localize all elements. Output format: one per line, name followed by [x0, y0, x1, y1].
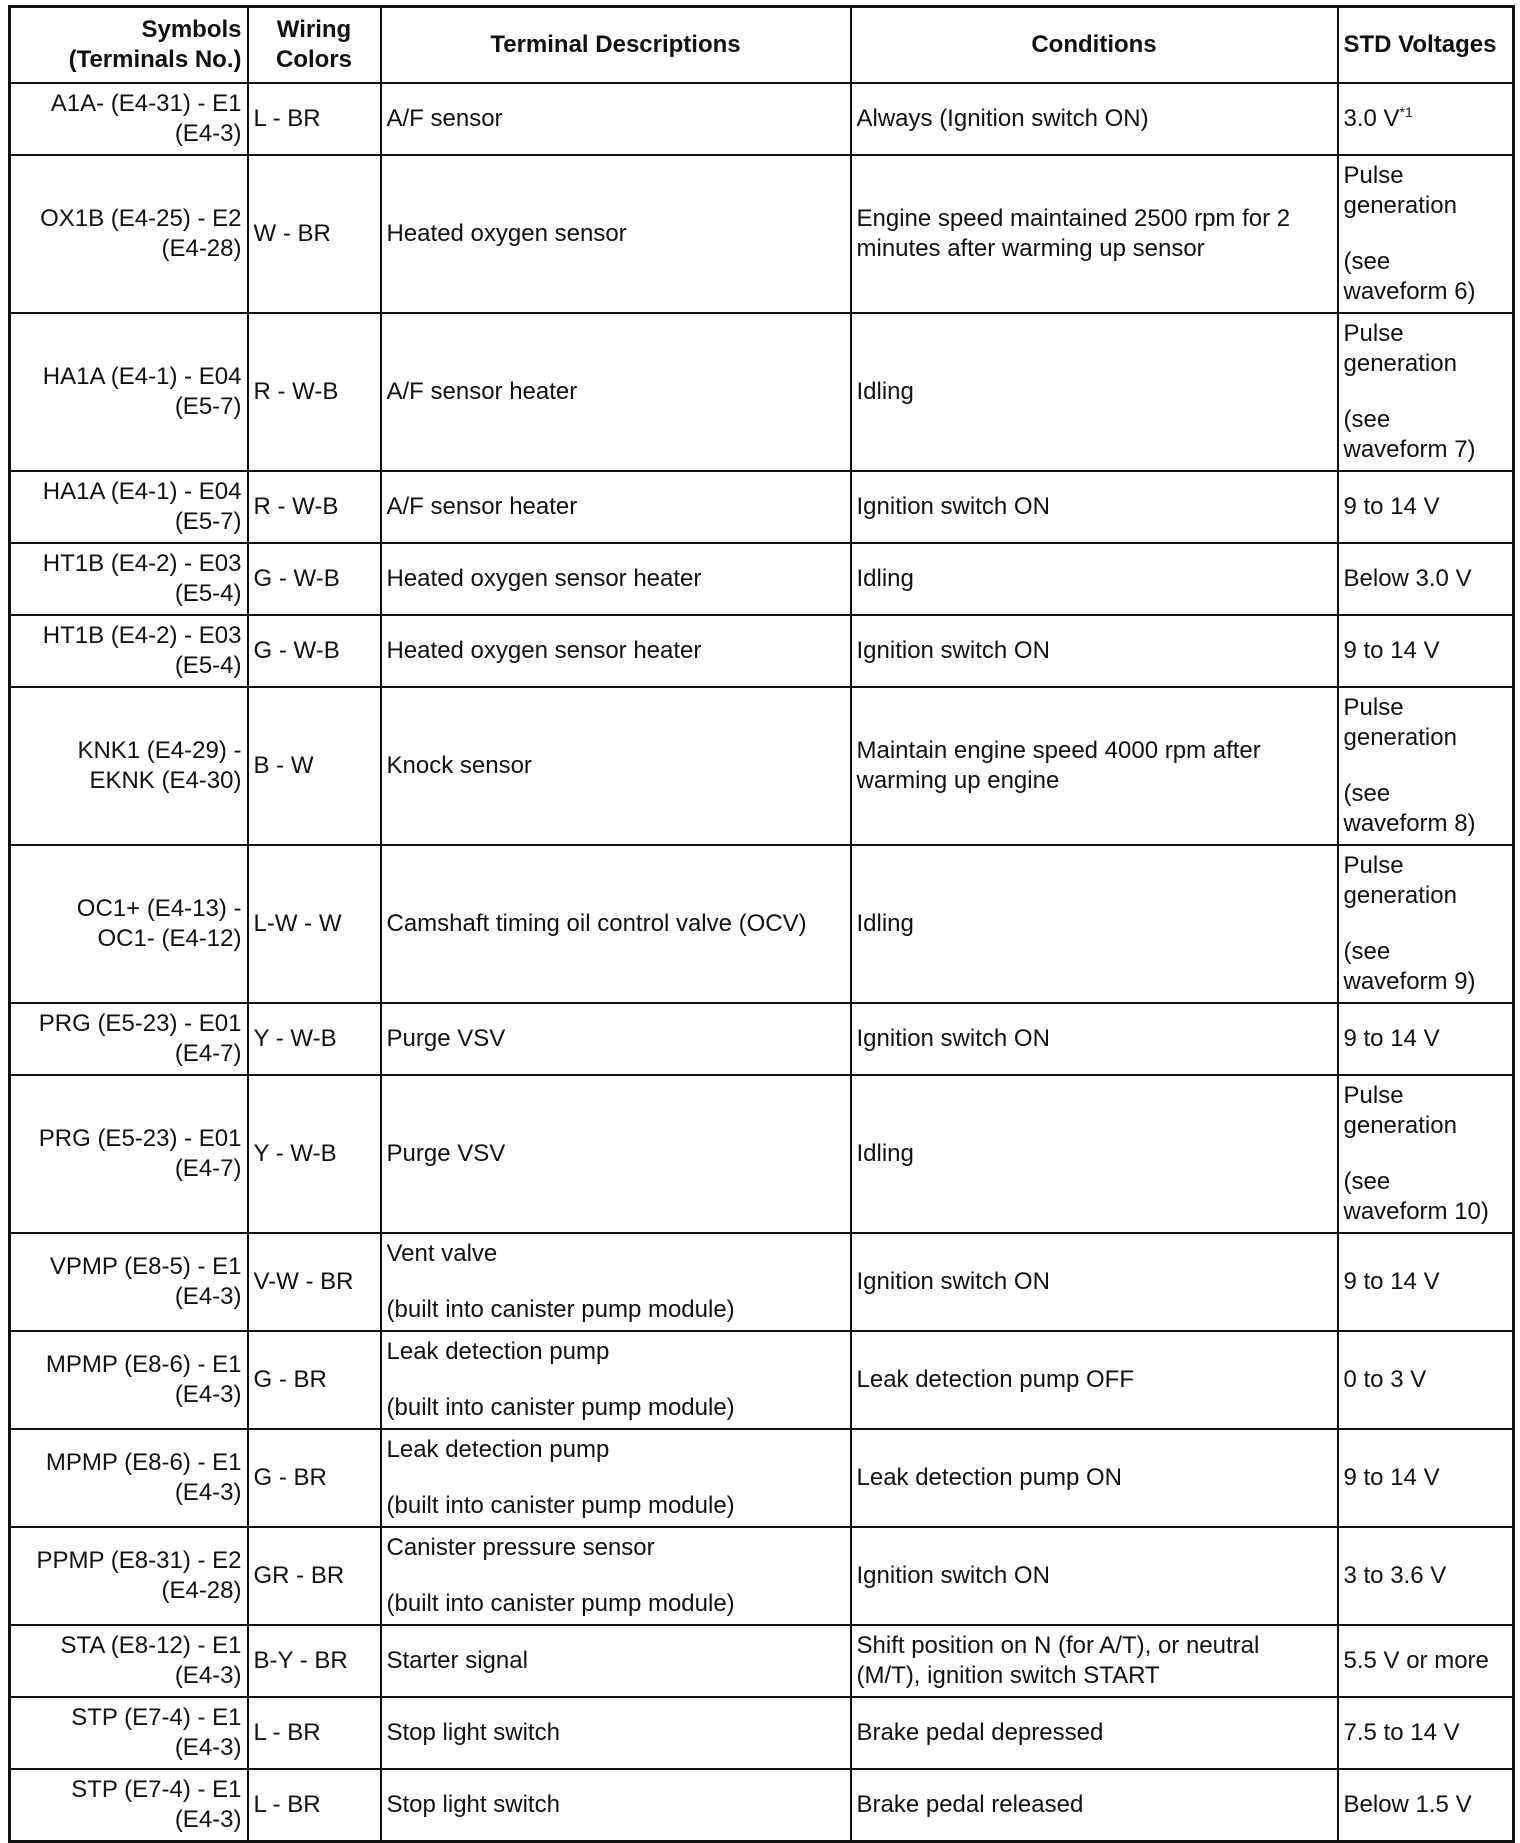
terminal-description-cell-line: Camshaft timing oil control valve (OCV) [386, 910, 807, 937]
terminal-description-cell [381, 471, 851, 543]
std-voltage-cell-line: 9 to 14 V [1343, 493, 1440, 520]
table-row [10, 687, 1514, 845]
wiring-color-cell: B - W [248, 687, 381, 845]
terminal-symbol-cell-line: VPMP (E8-5) - E1 [49, 1253, 242, 1280]
terminal-symbol-cell-line: A1A- (E4-31) - E1 [50, 90, 242, 117]
table-row [10, 615, 1514, 687]
terminal-symbol-cell [10, 543, 248, 615]
std-voltage-cell [1338, 1625, 1514, 1697]
condition-cell-line: Always (Ignition switch ON) [856, 105, 1149, 132]
terminal-description-cell [381, 845, 851, 1003]
terminal-symbol-cell [10, 845, 248, 1003]
terminal-description-cell-line: (built into canister pump module) [386, 1590, 735, 1617]
header-std-voltages: STD Voltages [1338, 7, 1514, 84]
terminal-symbol-cell-line: OC1- (E4-12) [97, 925, 242, 952]
table-row [10, 543, 1514, 615]
std-voltage-cell [1338, 1697, 1514, 1769]
wiring-color-cell: W - BR [248, 155, 381, 313]
header-conditions: Conditions [851, 7, 1338, 84]
std-voltage-cell-line [1344, 1141, 1508, 1167]
condition-cell [851, 1527, 1338, 1625]
std-voltage-cell-line: 3 to 3.6 V [1343, 1562, 1447, 1589]
std-voltage-cell-line: generation [1343, 724, 1457, 751]
condition-cell [851, 1331, 1338, 1429]
condition-cell-line: Idling [856, 378, 914, 405]
std-voltage-cell-line [1344, 911, 1508, 937]
std-voltage-cell-line: 9 to 14 V [1343, 637, 1440, 664]
terminal-description-cell [381, 1331, 851, 1429]
std-voltage-cell-line [1344, 753, 1508, 779]
condition-cell-line: Ignition switch ON [856, 493, 1050, 520]
table-row [10, 1003, 1514, 1075]
header-wiring-colors: Wiring Colors [248, 7, 381, 84]
table-row [10, 1769, 1514, 1841]
terminal-symbol-cell [10, 471, 248, 543]
terminal-symbol-cell [10, 1769, 248, 1841]
std-voltage-cell-line: (see [1343, 780, 1391, 807]
std-voltage-cell [1338, 1003, 1514, 1075]
terminal-symbol-cell [10, 1003, 248, 1075]
terminal-symbol-cell-line: (E4-3) [174, 1734, 242, 1761]
condition-cell-line: Idling [856, 565, 914, 592]
condition-cell-line: (M/T), ignition switch START [856, 1662, 1160, 1689]
terminal-symbol-cell-line: (E4-28) [161, 1577, 242, 1604]
wiring-color-cell: L - BR [248, 1769, 381, 1841]
std-voltage-cell-line: waveform 9) [1343, 968, 1476, 995]
std-voltage-cell-line: Pulse [1343, 852, 1404, 879]
table-row [10, 1233, 1514, 1331]
condition-cell-line: Idling [856, 910, 914, 937]
condition-cell [851, 471, 1338, 543]
terminal-symbol-cell [10, 1233, 248, 1331]
footnote-marker: *1 [1399, 104, 1413, 120]
std-voltage-cell-line: waveform 6) [1343, 278, 1476, 305]
std-voltage-cell-line: 9 to 14 V [1343, 1025, 1440, 1052]
condition-cell [851, 1697, 1338, 1769]
terminal-description-cell [381, 1075, 851, 1233]
terminal-description-cell-line: Purge VSV [386, 1025, 506, 1052]
terminal-description-cell-line: Leak detection pump [386, 1436, 610, 1463]
wiring-color-cell: Y - W-B [248, 1003, 381, 1075]
terminal-description-cell-line: Heated oxygen sensor heater [386, 565, 702, 592]
terminal-description-cell [381, 1769, 851, 1841]
terminal-description-cell [381, 83, 851, 155]
condition-cell-line: Engine speed maintained 2500 rpm for 2 [856, 205, 1291, 232]
table-row [10, 83, 1514, 155]
std-voltage-cell-line: 7.5 to 14 V [1343, 1719, 1460, 1746]
condition-cell [851, 615, 1338, 687]
std-voltage-cell-line: waveform 10) [1343, 1198, 1489, 1225]
terminal-symbol-cell-line: OX1B (E4-25) - E2 [40, 205, 242, 232]
terminal-symbol-cell [10, 615, 248, 687]
condition-cell [851, 1769, 1338, 1841]
terminal-symbol-cell-line: (E4-3) [174, 1805, 242, 1833]
terminal-description-cell-line [387, 1465, 845, 1491]
condition-cell [851, 1003, 1338, 1075]
std-voltage-cell-line: waveform 7) [1343, 436, 1476, 463]
condition-cell-line: Idling [856, 1140, 914, 1167]
table-body [10, 83, 1514, 1841]
std-voltage-cell-line: 9 to 14 V [1343, 1464, 1440, 1491]
terminal-description-cell-line: (built into canister pump module) [386, 1296, 735, 1323]
terminal-symbol-cell-line: (E5-7) [174, 393, 242, 420]
terminal-symbol-cell [10, 1527, 248, 1625]
terminal-symbol-cell-line: (E5-7) [174, 508, 242, 535]
std-voltage-cell [1338, 1075, 1514, 1233]
terminal-description-cell [381, 1625, 851, 1697]
terminal-symbol-cell [10, 83, 248, 155]
terminal-description-cell-line: Leak detection pump [386, 1338, 610, 1365]
wiring-color-cell: L - BR [248, 83, 381, 155]
terminal-symbol-cell [10, 1697, 248, 1769]
condition-cell-line: Ignition switch ON [856, 1268, 1050, 1295]
wiring-color-cell: G - W-B [248, 543, 381, 615]
table-row [10, 1625, 1514, 1697]
terminal-symbol-cell-line: STP (E7-4) - E1 [71, 1704, 242, 1731]
table-row [10, 471, 1514, 543]
terminal-symbol-cell [10, 1331, 248, 1429]
std-voltage-cell-line: generation [1343, 350, 1457, 377]
wiring-color-cell: G - BR [248, 1429, 381, 1527]
terminal-symbol-cell-line: HT1B (E4-2) - E03 [42, 550, 242, 577]
condition-cell [851, 1075, 1338, 1233]
terminal-voltage-table [8, 5, 1515, 1843]
std-voltage-cell-line: (see [1343, 248, 1391, 275]
wiring-color-cell: L - BR [248, 1697, 381, 1769]
terminal-symbol-cell-line: PRG (E5-23) - E01 [38, 1010, 242, 1037]
condition-cell-line: Ignition switch ON [856, 637, 1050, 664]
terminal-description-cell-line: Knock sensor [386, 752, 532, 779]
condition-cell-line: Shift position on N (for A/T), or neutral [856, 1632, 1260, 1659]
wiring-color-cell: V-W - BR [248, 1233, 381, 1331]
terminal-symbol-cell [10, 1075, 248, 1233]
condition-cell-line: Maintain engine speed 4000 rpm after [856, 737, 1261, 764]
wiring-color-cell: G - W-B [248, 615, 381, 687]
wiring-color-cell: L-W - W [248, 845, 381, 1003]
std-voltage-cell-line: (see [1343, 406, 1391, 433]
condition-cell [851, 687, 1338, 845]
terminal-symbol-cell-line: STP (E7-4) - E1 [71, 1775, 242, 1803]
std-voltage-cell-line [1344, 379, 1508, 405]
terminal-description-cell [381, 155, 851, 313]
condition-cell-line: Ignition switch ON [856, 1562, 1050, 1589]
header-row [10, 7, 1514, 84]
condition-cell-line: warming up engine [856, 767, 1060, 794]
condition-cell-line: Leak detection pump OFF [856, 1366, 1134, 1393]
header-terminal-descriptions: Terminal Descriptions [381, 7, 851, 84]
std-voltage-cell-line: 3.0 $V^{*1}$ [1343, 104, 1413, 132]
std-voltage-cell-line: Pulse [1343, 162, 1404, 189]
condition-cell [851, 155, 1338, 313]
terminal-symbol-cell-line: KNK1 (E4-29) - [77, 737, 242, 764]
terminal-description-cell [381, 687, 851, 845]
terminal-symbol-cell [10, 687, 248, 845]
terminal-description-cell-line: Heated oxygen sensor [386, 220, 627, 247]
terminal-symbol-cell [10, 1429, 248, 1527]
condition-cell-line: Leak detection pump ON [856, 1464, 1122, 1491]
terminal-symbol-cell-line: (E4-3) [174, 1662, 242, 1689]
std-voltage-cell [1338, 155, 1514, 313]
terminal-symbol-cell [10, 313, 248, 471]
terminal-description-cell-line: A/F sensor heater [386, 493, 578, 520]
condition-cell-line: Ignition switch ON [856, 1025, 1050, 1052]
table-row [10, 155, 1514, 313]
std-voltage-cell-line: Pulse [1343, 694, 1404, 721]
table-row [10, 845, 1514, 1003]
terminal-symbol-cell-line: PRG (E5-23) - E01 [38, 1125, 242, 1152]
terminal-symbol-cell-line: (E4-3) [174, 1283, 242, 1310]
terminal-description-cell [381, 1003, 851, 1075]
terminal-symbol-cell-line: (E5-4) [174, 652, 242, 679]
condition-cell [851, 83, 1338, 155]
std-voltage-cell [1338, 313, 1514, 471]
std-voltage-cell [1338, 83, 1514, 155]
condition-cell [851, 1625, 1338, 1697]
table-row [10, 1697, 1514, 1769]
terminal-symbol-cell-line: (E4-3) [174, 120, 242, 147]
terminal-symbol-cell-line: PPMP (E8-31) - E2 [36, 1547, 242, 1574]
terminal-description-cell [381, 615, 851, 687]
std-voltage-cell [1338, 1331, 1514, 1429]
std-voltage-cell [1338, 1527, 1514, 1625]
std-voltage-cell [1338, 1769, 1514, 1841]
table-row [10, 1331, 1514, 1429]
terminal-symbol-cell-line: EKNK (E4-30) [89, 767, 242, 794]
terminal-description-cell [381, 543, 851, 615]
terminal-description-cell-line: Starter signal [386, 1647, 528, 1674]
std-voltage-cell [1338, 687, 1514, 845]
terminal-symbol-cell-line: (E4-28) [161, 235, 242, 262]
wiring-color-cell: G - BR [248, 1331, 381, 1429]
std-voltage-cell-line: Pulse [1343, 320, 1404, 347]
terminal-symbol-cell-line: MPMP (E8-6) - E1 [45, 1351, 242, 1378]
table-row [10, 1429, 1514, 1527]
terminal-description-cell-line: Purge VSV [386, 1140, 506, 1167]
terminal-symbol-cell-line: (E4-3) [174, 1479, 242, 1506]
terminal-description-cell-line: A/F sensor [386, 105, 503, 132]
terminal-description-cell [381, 1429, 851, 1527]
wiring-color-cell: GR - BR [248, 1527, 381, 1625]
table-row [10, 1527, 1514, 1625]
terminal-description-cell [381, 1697, 851, 1769]
terminal-description-cell-line: Vent valve [386, 1240, 498, 1267]
std-voltage-cell-line: Below 1.5 V [1343, 1790, 1472, 1818]
std-voltage-cell-line: generation [1343, 192, 1457, 219]
std-voltage-cell [1338, 1429, 1514, 1527]
terminal-description-cell [381, 1527, 851, 1625]
terminal-symbol-cell-line: HT1B (E4-2) - E03 [42, 622, 242, 649]
terminal-symbol-cell-line: MPMP (E8-6) - E1 [45, 1449, 242, 1476]
condition-cell [851, 1233, 1338, 1331]
terminal-description-cell [381, 313, 851, 471]
condition-cell [851, 313, 1338, 471]
terminal-symbol-cell-line: (E4-7) [174, 1040, 242, 1067]
terminal-symbol-cell [10, 1625, 248, 1697]
terminal-description-cell [381, 1233, 851, 1331]
terminal-symbol-cell [10, 155, 248, 313]
std-voltage-cell [1338, 615, 1514, 687]
table-row [10, 1075, 1514, 1233]
condition-cell-line: Brake pedal depressed [856, 1719, 1104, 1746]
std-voltage-cell-line: generation [1343, 882, 1457, 909]
header-symbols: Symbols (Terminals No.) [10, 7, 248, 84]
std-voltage-cell [1338, 1233, 1514, 1331]
terminal-description-cell-line: A/F sensor heater [386, 378, 578, 405]
wiring-color-cell: R - W-B [248, 313, 381, 471]
terminal-symbol-cell-line: STA (E8-12) - E1 [60, 1632, 242, 1659]
wiring-color-cell: Y - W-B [248, 1075, 381, 1233]
terminal-symbol-cell-line: HA1A (E4-1) - E04 [42, 363, 242, 390]
terminal-symbol-cell-line: OC1+ (E4-13) - [76, 895, 242, 922]
std-voltage-cell-line: generation [1343, 1112, 1457, 1139]
terminal-symbol-cell-line: HA1A (E4-1) - E04 [42, 478, 242, 505]
terminal-description-cell-line [387, 1367, 845, 1393]
std-voltage-cell-line: Below 3.0 V [1343, 565, 1472, 592]
std-voltage-cell [1338, 543, 1514, 615]
terminal-description-cell-line: Stop light switch [386, 1719, 560, 1746]
table-row [10, 313, 1514, 471]
terminal-description-cell-line: Heated oxygen sensor heater [386, 637, 702, 664]
terminal-description-cell-line: Stop light switch [386, 1790, 560, 1818]
terminal-description-cell-line: (built into canister pump module) [386, 1394, 735, 1421]
std-voltage-cell-line [1344, 221, 1508, 247]
terminal-description-cell-line [387, 1563, 845, 1589]
condition-cell [851, 845, 1338, 1003]
condition-cell-line: Brake pedal released [856, 1790, 1084, 1818]
terminal-symbol-cell-line: (E5-4) [174, 580, 242, 607]
std-voltage-cell-line: 0 to 3 V [1343, 1366, 1427, 1393]
std-voltage-cell [1338, 845, 1514, 1003]
std-voltage-cell-line: Pulse [1343, 1082, 1404, 1109]
std-voltage-cell-line: (see [1343, 1168, 1391, 1195]
std-voltage-cell-line: (see [1343, 938, 1391, 965]
condition-cell-line: minutes after warming up sensor [856, 235, 1205, 262]
terminal-description-cell-line: (built into canister pump module) [386, 1492, 735, 1519]
terminal-description-cell-line [387, 1269, 845, 1295]
terminal-symbol-cell-line: (E4-7) [174, 1155, 242, 1182]
wiring-color-cell: B-Y - BR [248, 1625, 381, 1697]
wiring-color-cell: R - W-B [248, 471, 381, 543]
terminal-symbol-cell-line: (E4-3) [174, 1381, 242, 1408]
std-voltage-cell-line: 9 to 14 V [1343, 1268, 1440, 1295]
std-voltage-cell [1338, 471, 1514, 543]
std-voltage-cell-line: 5.5 V or more [1343, 1647, 1489, 1674]
condition-cell [851, 1429, 1338, 1527]
condition-cell [851, 543, 1338, 615]
page [8, 5, 1512, 1835]
std-voltage-cell-line: waveform 8) [1343, 810, 1476, 837]
terminal-description-cell-line: Canister pressure sensor [386, 1534, 655, 1561]
